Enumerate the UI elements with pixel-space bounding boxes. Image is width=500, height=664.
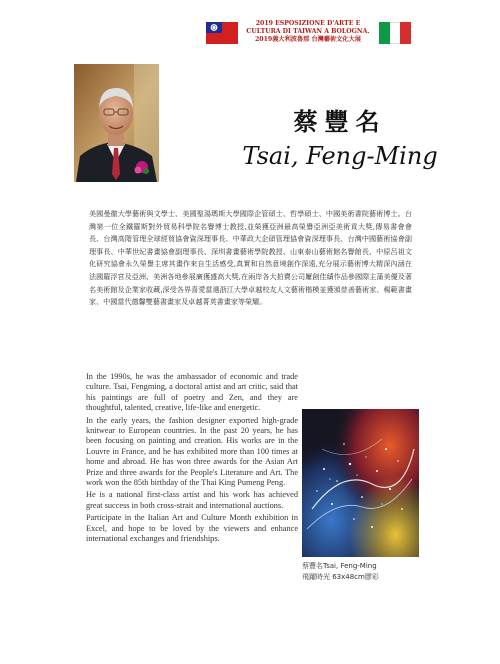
event-title (240, 20, 376, 44)
italy-flag-icon (379, 22, 411, 44)
caption-title: 飛躍時光 63x48cm膠彩 (302, 573, 379, 581)
bio-paragraph: In the 1990s, he was the ambassador of economic and trade culture. Tsai, Fengming, a doctoral artist and art critic, said that his paintings are full of poetry and Zen, and they are thoughtful, talented, creative, life-like and energetic. (86, 372, 298, 413)
event-title-line2: CULTURA DI TAIWAN A BOLOGNA. (246, 28, 370, 35)
taiwan-flag-icon (206, 22, 238, 44)
artist-portrait (74, 64, 159, 182)
bio-paragraph: He is a national first-class artist and his work has achieved great success in both cross-strait and international auctions. (86, 490, 298, 510)
caption-artist: 蔡豐名Tsai, Feng-Ming (302, 562, 377, 570)
event-title-line1: 2019 ESPOSIZIONE D'ARTE E (255, 20, 361, 27)
artist-name-chinese: 蔡豐名 (293, 107, 387, 136)
bio-paragraph: Participate in the Italian Art and Culture Month exhibition in Excel, and hope to be loved by the viewers and enhance international exchanges and friendships. (86, 513, 298, 544)
biography-chinese: 美國曼徹大學藝術與文學士、美國聖湯瑪斯大學國際企管碩士、哲學碩士、中國美術書院藝術博士。台灣第一位全鐵羅斯對外貿易科學院名譽博士教授,並榮獲亞洲最高榮譽亞洲亞美術貢大獎,傳易書會會長、台灣高階管理全球經貿協會資深理事長、中華政大企碩管理協會資深理事長、台灣中國藝術協會副理事長、中華世紀書畫協會副理事長、深圳書畫藝術學院教授、山東泰山藝術館名譽館長、中原呂祖文化研究協會永久榮譽主席其畫作來自生活感受,真實和自然意境創作深遠,充分展示藝術博大精深內涵在法國羅浮宮及亞洲、美洲各地參展廣獲盛高大獎,在兩岸各大拍賣公司屢創佳績作品參國際主蒲美優及著名美術館及企業家收藏,深受各界喜愛當選浙江大學卓越校友人文藝術楷模並獲頒慈善藝術家、楊範書畫家、中國當代德馨雙藝書畫家及卓越菁英書畫家等榮耀。 (89, 209, 412, 307)
biography-english (86, 372, 298, 547)
bio-paragraph: In the early years, the fashion designer exported high-grade knitwear to European countries. In the past 20 years, he has been focusing on painting and creation. His works are in the Louvre in France, and he has exhibited more than 100 times at home and abroad. He has won three awards for the Asian Art Prize and three awards for the People's Literature and Art. The work won the 85th birthday of the Thai King Pumeng Peng. (86, 415, 298, 488)
artist-name-english: Tsai, Feng-Ming (242, 142, 438, 170)
event-title-line3: 2019義大利波魯那 台灣藝術文化大展 (255, 36, 361, 43)
artwork-caption (302, 561, 422, 583)
artwork-image (302, 409, 419, 557)
